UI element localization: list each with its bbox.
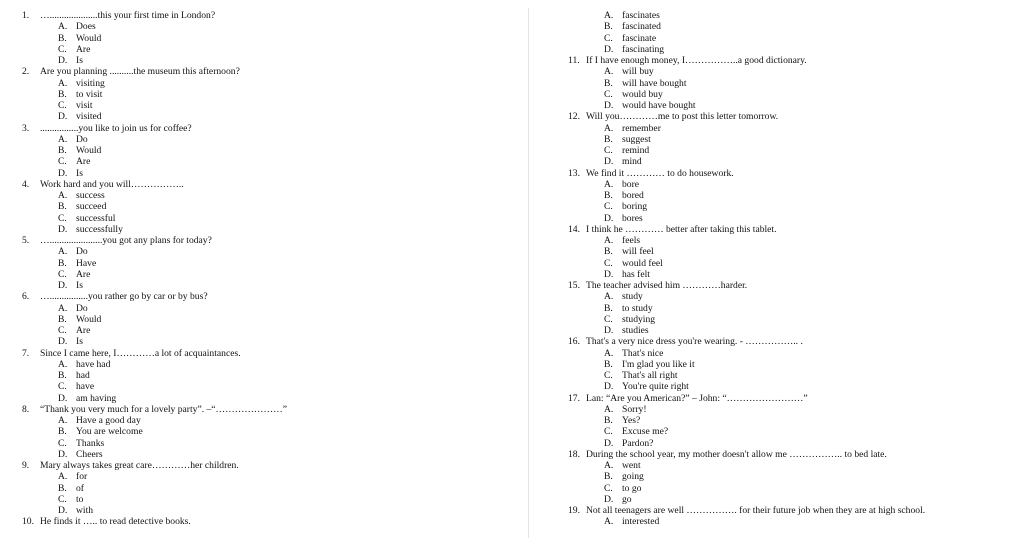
option-text: remind — [622, 145, 650, 156]
answer-option — [568, 44, 1008, 55]
left-column — [22, 10, 502, 528]
answer-option — [22, 505, 502, 516]
question-number: 17. — [568, 392, 580, 404]
answer-option — [22, 89, 502, 100]
option-letter: D. — [58, 392, 68, 404]
option-text: to — [76, 493, 84, 505]
option-letter: A. — [604, 347, 614, 359]
answer-option — [568, 190, 1008, 201]
option-text: to go — [622, 482, 642, 494]
option-text: Excuse me? — [622, 426, 669, 438]
answer-option — [568, 258, 1008, 269]
option-text: studies — [622, 325, 649, 336]
answer-option — [568, 314, 1008, 325]
answer-option — [22, 336, 502, 347]
option-letter: C. — [58, 100, 67, 111]
option-letter: A. — [58, 246, 68, 258]
answer-option — [568, 370, 1008, 381]
option-letter: A. — [58, 302, 68, 314]
answer-option — [568, 291, 1008, 302]
option-text: fascinating — [622, 43, 665, 55]
option-text: visited — [76, 111, 102, 123]
answer-option — [22, 55, 502, 66]
option-letter: C. — [604, 32, 613, 44]
option-text: fascinate — [622, 32, 657, 44]
option-letter: C. — [58, 493, 67, 505]
answer-option — [22, 190, 502, 201]
option-letter: C. — [604, 426, 613, 438]
option-letter: D. — [58, 55, 68, 66]
question-number: 15. — [568, 280, 580, 291]
question — [568, 280, 1008, 291]
question-number: 1. — [22, 10, 30, 21]
option-text: Is — [76, 55, 83, 66]
option-letter: A. — [58, 21, 68, 33]
question — [568, 55, 1008, 66]
option-text: Have — [76, 257, 97, 269]
option-letter: B. — [604, 302, 613, 314]
option-letter: D. — [58, 280, 68, 291]
option-text: Sorry! — [622, 403, 647, 415]
option-letter: D. — [604, 268, 614, 280]
option-letter: A. — [58, 190, 68, 201]
option-letter: A. — [58, 358, 68, 370]
answer-option — [568, 516, 1008, 527]
option-letter: A. — [58, 415, 68, 426]
option-letter: B. — [58, 32, 67, 44]
question — [568, 224, 1008, 235]
option-text: Is — [76, 280, 83, 291]
option-text: I'm glad you like it — [622, 358, 695, 370]
answer-option — [22, 325, 502, 336]
option-letter: B. — [58, 426, 67, 438]
option-letter: D. — [604, 437, 614, 449]
option-letter: C. — [604, 370, 613, 381]
option-letter: D. — [604, 493, 614, 505]
question-text: He finds it ….. to read detective books. — [40, 516, 191, 528]
option-text: Do — [76, 246, 88, 258]
question-text: Work hard and you will…………….. — [40, 178, 184, 190]
question — [22, 179, 502, 190]
question — [568, 168, 1008, 179]
answer-option — [22, 258, 502, 269]
option-letter: D. — [604, 381, 614, 393]
answer-option — [568, 483, 1008, 494]
option-letter: D. — [604, 325, 614, 336]
answer-option — [22, 269, 502, 280]
option-letter: B. — [604, 21, 613, 33]
answer-option — [22, 471, 502, 482]
answer-option — [22, 426, 502, 437]
question — [22, 516, 502, 527]
option-text: will have bought — [622, 77, 687, 89]
question-number: 3. — [22, 122, 30, 134]
question — [568, 336, 1008, 347]
option-text: bored — [622, 190, 644, 201]
question-number: 4. — [22, 178, 30, 190]
answer-option — [568, 78, 1008, 89]
answer-option — [568, 415, 1008, 426]
question-text: We find it ………… to do housework. — [586, 167, 734, 179]
option-letter: B. — [604, 471, 613, 483]
option-text: went — [622, 460, 641, 471]
option-text: would have bought — [622, 100, 696, 111]
answer-option — [22, 494, 502, 505]
question-number: 9. — [22, 460, 30, 471]
answer-option — [568, 10, 1008, 21]
option-letter: C. — [58, 268, 67, 280]
option-text: visiting — [76, 77, 105, 89]
option-text: successfully — [76, 223, 123, 235]
option-letter: B. — [58, 257, 67, 269]
question — [568, 449, 1008, 460]
answer-option — [568, 213, 1008, 224]
option-letter: C. — [58, 156, 67, 168]
question-text: ................you like to join us for coffee? — [40, 122, 192, 134]
answer-option — [22, 381, 502, 392]
question-text: …....................this your first time in London? — [40, 10, 216, 21]
option-letter: C. — [604, 145, 613, 156]
option-text: to visit — [76, 88, 103, 100]
answer-option — [568, 246, 1008, 257]
answer-option — [568, 325, 1008, 336]
option-letter: D. — [58, 111, 68, 123]
answer-option — [568, 494, 1008, 505]
question-number: 5. — [22, 235, 30, 246]
option-letter: D. — [58, 167, 68, 179]
option-text: going — [622, 471, 644, 483]
option-text: succeed — [76, 201, 107, 213]
option-text: Is — [76, 336, 83, 348]
option-text: bore — [622, 178, 640, 190]
option-letter: D. — [58, 336, 68, 348]
question-number: 11. — [568, 55, 580, 66]
option-text: study — [622, 291, 643, 303]
question-text: If I have enough money, I……………..a good dictionary. — [586, 55, 807, 66]
option-text: Does — [76, 21, 96, 33]
option-text: Are — [76, 156, 91, 168]
answer-option — [22, 100, 502, 111]
question-text: …......................you got any plans for today? — [40, 235, 212, 246]
option-letter: D. — [58, 505, 68, 516]
option-letter: C. — [604, 257, 613, 269]
option-text: Do — [76, 302, 88, 314]
question-text: I think he ………… better after taking this tablet. — [586, 223, 777, 235]
option-letter: D. — [604, 212, 614, 224]
option-text: That's all right — [622, 370, 678, 381]
question-text: That's a very nice dress you're wearing. - …………….. . — [586, 336, 803, 348]
question-text: Mary always takes great care…………her children. — [40, 460, 239, 471]
answer-option — [568, 471, 1008, 482]
option-text: boring — [622, 201, 648, 213]
option-letter: D. — [58, 223, 68, 235]
answer-option — [22, 201, 502, 212]
option-letter: C. — [604, 482, 613, 494]
question-number: 8. — [22, 403, 30, 415]
answer-option — [22, 21, 502, 32]
option-letter: B. — [58, 145, 67, 156]
option-text: Have a good day — [76, 415, 141, 426]
answer-option — [22, 156, 502, 167]
option-letter: B. — [604, 133, 613, 145]
option-letter: B. — [604, 190, 613, 201]
answer-option — [568, 33, 1008, 44]
answer-option — [22, 134, 502, 145]
answer-option — [22, 224, 502, 235]
answer-option — [22, 438, 502, 449]
option-letter: A. — [604, 235, 614, 246]
option-text: fascinates — [622, 10, 660, 21]
question-text: The teacher advised him …………harder. — [586, 280, 748, 291]
option-text: Pardon? — [622, 437, 654, 449]
answer-option — [568, 179, 1008, 190]
question — [22, 291, 502, 302]
option-letter: A. — [58, 471, 68, 483]
answer-option — [22, 246, 502, 257]
option-letter: C. — [58, 437, 67, 449]
option-text: Would — [76, 313, 102, 325]
option-letter: B. — [604, 415, 613, 426]
column-divider — [528, 8, 529, 538]
question-text: …................you rather go by car or by bus? — [40, 291, 208, 303]
option-text: You're quite right — [622, 381, 689, 393]
answer-option — [568, 359, 1008, 370]
answer-option — [568, 460, 1008, 471]
option-letter: C. — [58, 212, 67, 224]
question-text: Lan: “Are you American?” – John: “……………………” — [586, 392, 808, 404]
answer-option — [22, 370, 502, 381]
question-text: Since I came here, I…………a lot of acquaintances. — [40, 347, 241, 359]
option-text: have — [76, 381, 95, 393]
option-text: feels — [622, 235, 641, 246]
option-letter: A. — [604, 122, 614, 134]
option-letter: A. — [604, 10, 614, 21]
question — [22, 66, 502, 77]
answer-option — [22, 78, 502, 89]
option-letter: D. — [604, 43, 614, 55]
question-text: During the school year, my mother doesn't allow me …………….. to bed late. — [586, 448, 887, 460]
question-number: 2. — [22, 66, 30, 78]
option-letter: B. — [58, 201, 67, 213]
option-letter: C. — [604, 201, 613, 213]
option-text: will buy — [622, 66, 654, 78]
option-text: has felt — [622, 268, 650, 280]
option-letter: C. — [58, 325, 67, 336]
right-column — [568, 10, 1008, 528]
option-letter: C. — [58, 381, 67, 393]
option-text: You are welcome — [76, 426, 143, 438]
option-text: Would — [76, 32, 102, 44]
question — [568, 505, 1008, 516]
answer-option — [568, 235, 1008, 246]
option-text: Are — [76, 268, 91, 280]
option-letter: B. — [604, 77, 613, 89]
question — [22, 235, 502, 246]
option-text: success — [76, 190, 105, 201]
question — [22, 404, 502, 415]
answer-option — [568, 348, 1008, 359]
question-number: 19. — [568, 505, 580, 516]
answer-option — [568, 89, 1008, 100]
option-letter: B. — [58, 482, 67, 494]
answer-option — [568, 145, 1008, 156]
option-letter: A. — [604, 403, 614, 415]
answer-option — [568, 156, 1008, 167]
answer-option — [22, 303, 502, 314]
option-text: have had — [76, 358, 111, 370]
option-letter: A. — [58, 77, 68, 89]
question — [22, 460, 502, 471]
option-letter: D. — [604, 156, 614, 168]
option-letter: B. — [58, 313, 67, 325]
option-text: That's nice — [622, 347, 664, 359]
answer-option — [568, 134, 1008, 145]
answer-option — [568, 123, 1008, 134]
answer-option — [568, 381, 1008, 392]
option-text: for — [76, 471, 88, 483]
option-text: Thanks — [76, 437, 105, 449]
question-number: 18. — [568, 448, 580, 460]
answer-option — [568, 438, 1008, 449]
option-text: Do — [76, 133, 88, 145]
option-text: had — [76, 370, 90, 381]
option-letter: A. — [58, 133, 68, 145]
option-text: of — [76, 482, 84, 494]
answer-option — [22, 359, 502, 370]
answer-option — [22, 483, 502, 494]
question — [568, 111, 1008, 122]
answer-option — [22, 415, 502, 426]
option-text: am having — [76, 392, 117, 404]
answer-option — [568, 269, 1008, 280]
question-number: 14. — [568, 223, 580, 235]
answer-option — [568, 201, 1008, 212]
option-letter: D. — [58, 448, 68, 460]
option-text: will feel — [622, 246, 654, 258]
answer-option — [22, 449, 502, 460]
option-letter: C. — [604, 313, 613, 325]
option-text: suggest — [622, 133, 651, 145]
option-text: mind — [622, 156, 642, 168]
answer-option — [22, 111, 502, 122]
option-text: fascinated — [622, 21, 661, 33]
answer-option — [568, 426, 1008, 437]
option-letter: D. — [604, 100, 614, 111]
answer-option — [568, 404, 1008, 415]
question — [22, 10, 502, 21]
answer-option — [22, 145, 502, 156]
option-text: studying — [622, 313, 656, 325]
option-text: go — [622, 493, 632, 505]
option-text: would buy — [622, 88, 663, 100]
option-letter: B. — [58, 88, 67, 100]
question — [22, 348, 502, 359]
question-text: Not all teenagers are well ……………. for their future job when they are at high school. — [586, 505, 926, 516]
option-letter: A. — [604, 66, 614, 78]
answer-option — [22, 44, 502, 55]
question-number: 16. — [568, 336, 580, 348]
option-text: remember — [622, 122, 661, 134]
question — [22, 123, 502, 134]
option-letter: A. — [604, 178, 614, 190]
option-letter: C. — [604, 88, 613, 100]
answer-option — [568, 66, 1008, 77]
option-text: successful — [76, 212, 116, 224]
option-letter: B. — [604, 358, 613, 370]
answer-option — [568, 21, 1008, 32]
option-text: Would — [76, 145, 102, 156]
question-number: 6. — [22, 291, 30, 303]
answer-option — [22, 393, 502, 404]
option-letter: C. — [58, 43, 67, 55]
option-letter: B. — [604, 246, 613, 258]
option-letter: A. — [604, 516, 614, 528]
option-text: Cheers — [76, 448, 103, 460]
option-text: visit — [76, 100, 93, 111]
answer-option — [568, 100, 1008, 111]
answer-option — [22, 168, 502, 179]
option-text: Are — [76, 325, 91, 336]
answer-option — [22, 314, 502, 325]
option-text: Is — [76, 167, 83, 179]
question — [568, 393, 1008, 404]
question-number: 13. — [568, 167, 580, 179]
option-text: to study — [622, 302, 653, 314]
option-text: Are — [76, 43, 91, 55]
option-letter: B. — [58, 370, 67, 381]
question-number: 7. — [22, 347, 30, 359]
answer-option — [22, 213, 502, 224]
answer-option — [22, 33, 502, 44]
option-letter: A. — [604, 460, 614, 471]
option-letter: A. — [604, 291, 614, 303]
question-number: 10. — [22, 516, 34, 528]
option-text: interested — [622, 516, 660, 528]
question-text: Are you planning ..........the museum this afternoon? — [40, 66, 240, 78]
option-text: would feel — [622, 257, 663, 269]
answer-option — [568, 303, 1008, 314]
option-text: with — [76, 505, 94, 516]
question-text: “Thank you very much for a lovely party”. –“…………………” — [40, 403, 287, 415]
question-number: 12. — [568, 111, 580, 123]
option-text: bores — [622, 212, 643, 224]
question-text: Will you…………me to post this letter tomorrow. — [586, 111, 779, 123]
option-text: Yes? — [622, 415, 641, 426]
answer-option — [22, 280, 502, 291]
